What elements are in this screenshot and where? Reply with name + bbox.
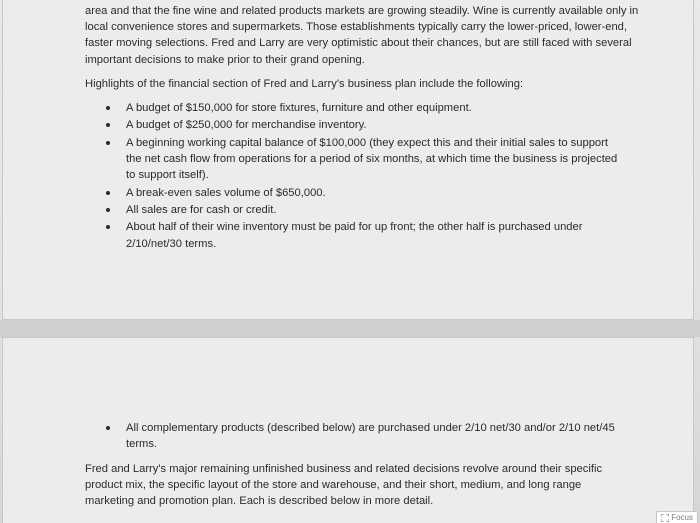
bullet-icon [106,208,110,212]
list-item [100,202,620,218]
list-item [100,100,620,116]
closing-paragraph: Fred and Larry's major remaining unfinished business and related decisions revolve around their specific product mix, the specific layout of the store and warehouse, and their short, medium, and long range marketing and promotion plan. Each is described below in more detail. [85,463,603,508]
highlights-list [100,100,620,253]
bullet-icon [106,426,110,430]
focus-icon [661,514,669,522]
bullet-icon [106,106,110,110]
list-item-text: All complementary products (described below) are purchased under 2/10 net/30 and/or 2/10 net/45 terms. [126,422,615,451]
list-item [100,420,620,452]
list-item [100,117,620,133]
bullet-icon [106,191,110,195]
list-item-text: About half of their wine inventory must be paid for up front; the other half is purchased under 2/10/net/30 terms. [126,221,583,250]
list-item-text: A budget of $150,000 for store fixtures, furniture and other equipment. [126,102,472,114]
bullet-icon [106,141,110,145]
intro-paragraph: area and that the fine wine and related products markets are growing steadily. Wine is currently available only in local convenience stores and supermarkets. Those establishments typically carry the lower-priced, lower-end, faster moving selections. Fred and Larry are very optimistic about their chances, but are still faced with several important decisions to make prior to their grand opening. [85,5,639,66]
list-item-text: All sales are for cash or credit. [126,203,277,216]
bullet-icon [106,225,110,229]
bullet-icon [106,123,110,127]
highlights-heading: Highlights of the financial section of Fred and Larry's business plan include the following: [85,78,524,90]
continued-list [100,420,620,452]
list-item-text: A break-even sales volume of $650,000. [126,186,326,199]
list-item [100,219,620,251]
section-divider [0,320,700,337]
list-item-text: A beginning working capital balance of $100,000 (they expect this and their initial sales to support the net cash flow from operations for a period of six months, at which time the business is projected to support itself). [126,136,618,182]
list-item [100,135,620,184]
list-item-text: A budget of $250,000 for merchandise inventory. [126,119,367,132]
list-item [100,185,620,201]
focus-button[interactable] [656,511,698,523]
focus-label: Focus [671,513,693,522]
